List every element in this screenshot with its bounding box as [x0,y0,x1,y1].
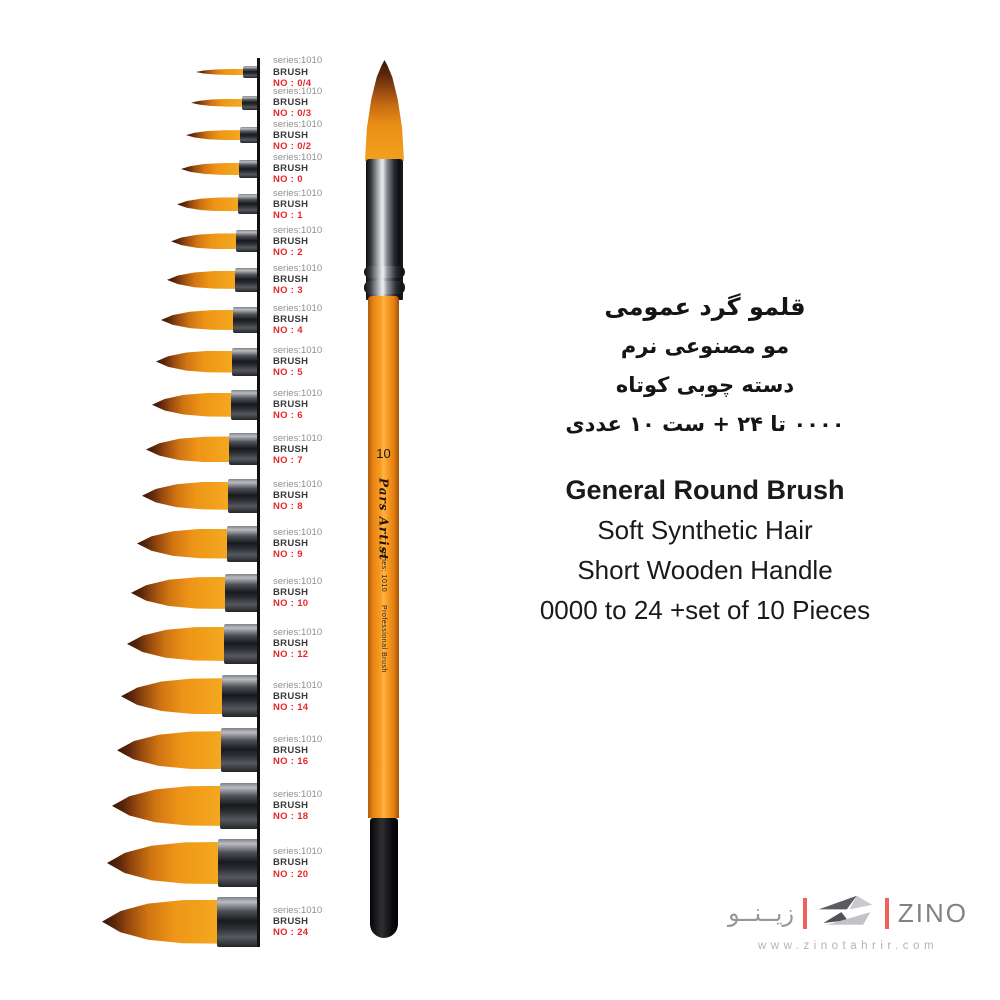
bristle [146,436,229,462]
brush-row [0,472,360,519]
brush-photo [0,574,260,612]
brush-row [0,568,360,618]
brush-label-type: BRUSH [273,800,309,812]
brush-photo [0,127,260,143]
handle-type-label: Professional Brush [380,604,387,673]
brush-label-series: series:1010 [273,388,323,400]
ferrule [220,783,260,829]
bristle [137,529,227,559]
logo-red-bar [885,898,889,929]
description-fa-line: ۰۰۰۰ تا ۲۴ + ست ۱۰ عددی [565,412,845,436]
ferrule [227,526,260,562]
brush-label-type: BRUSH [273,857,309,869]
ferrule [224,624,260,664]
brush-label-series: series:1010 [273,846,323,858]
brush-label-no: NO : 4 [273,325,303,337]
brush-label [273,345,322,378]
bristle [196,69,243,75]
brush-label-no: NO : 5 [273,367,303,379]
brush-label [273,55,322,88]
ferrule [228,479,260,513]
description-en-line: Short Wooden Handle [577,555,833,585]
brush-label-series: series:1010 [273,187,323,199]
brush-row [0,300,360,341]
bristle [171,233,236,249]
brush-label-type: BRUSH [273,690,309,702]
brush-row [0,87,360,119]
main-brush-handle-tip [370,818,398,938]
ferrule [221,728,260,772]
brush-label [273,86,322,119]
description-fa-line: دسته چوبی کوتاه [615,373,795,397]
bristle [152,393,231,417]
brush-label [273,627,322,660]
bristle [156,351,232,373]
ferrule [225,574,260,612]
brush-label-no: NO : 0 [273,174,303,186]
website-url: www.zinotahrir.com [757,940,939,952]
brush-label-no: NO : 1 [273,209,303,221]
brush-label [273,433,322,466]
brush-label [273,388,322,421]
brush-row [0,427,360,473]
brush-label-series: series:1010 [273,263,323,275]
brush-label-type: BRUSH [273,66,309,78]
ferrule [217,897,260,947]
brush-row [0,186,360,222]
brush-label-series: series:1010 [273,527,323,538]
logo-red-bar [803,898,807,929]
brush-photo [0,194,260,214]
ferrule [222,675,260,717]
brush-label-series: series:1010 [273,479,323,491]
brush-label-no: NO : 9 [273,549,303,561]
brush-photo [0,96,260,110]
brush-label [273,789,322,822]
brush-label-type: BRUSH [273,129,309,141]
description-en-title: General Round Brush [565,475,845,505]
brush-photo [0,66,260,78]
brush-label-type: BRUSH [273,638,309,650]
brush-row [0,834,360,892]
ferrule [233,307,260,333]
brush-label-type: BRUSH [273,744,309,756]
description-en-line: Soft Synthetic Hair [597,515,813,545]
brush-label-type: BRUSH [273,314,309,326]
brush-label-type: BRUSH [273,490,309,502]
brush-label-no: NO : 0/3 [273,108,312,120]
brush-label-series: series:1010 [273,345,323,357]
brush-row [0,670,360,723]
description-en-line: 0000 to 24 +set of 10 Pieces [539,595,871,625]
brush-photo [0,783,260,829]
brush-label-no: NO : 24 [273,927,309,939]
brush-label-series: series:1010 [273,627,323,639]
ferrule [231,390,260,420]
bristle [112,786,220,826]
brush-label-type: BRUSH [273,198,309,210]
brush-label [273,152,322,185]
brush-label-no: NO : 7 [273,454,303,466]
brush-label-type: BRUSH [273,163,309,175]
bristle [186,130,240,140]
brush-row [0,260,360,299]
brush-label-series: series:1010 [273,733,323,745]
brush-label-no: NO : 10 [273,598,309,610]
handle-series-text [380,548,387,672]
brush-row [0,723,360,778]
brush-label-type: BRUSH [273,356,309,368]
ferrule-crimp-ring [364,281,405,294]
brand-name: Pars Artist [376,478,391,561]
brush-label [273,576,322,609]
brush-label [273,680,322,713]
brush-row [0,519,360,568]
brush-label [273,119,322,152]
ferrule [232,348,260,376]
brush-label-no: NO : 3 [273,285,303,297]
main-brush-handle [368,296,399,818]
main-brush-ferrule [366,159,403,300]
description-fa-line: مو مصنوعی نرم [620,334,790,358]
bristle [142,482,228,510]
brush-photo [0,390,260,420]
ferrule [229,433,260,465]
brush-label [273,527,322,560]
handle-size-number: 10 [376,446,391,461]
bristle [167,271,235,289]
brush-label-series: series:1010 [273,118,323,130]
brush-label-no: NO : 2 [273,246,303,258]
brush-label-no: NO : 0/2 [273,140,312,152]
brush-label-series: series:1010 [273,679,323,691]
zino-z-mark-icon [816,894,876,932]
bristle [191,99,242,107]
ferrule-crimp-ring [364,266,405,278]
brush-label-series: series:1010 [273,432,323,444]
brush-label [273,734,322,767]
brush-photo [0,728,260,772]
brush-photo [0,479,260,513]
bristle [117,731,221,769]
zino-name-farsi: زیــنــو [728,899,795,927]
brush-size-list [0,57,360,951]
brush-label-type: BRUSH [273,235,309,247]
bristle [177,197,238,211]
brush-photo [0,160,260,178]
brush-row [0,618,360,670]
brush-label [273,479,322,512]
brush-row [0,892,360,951]
brush-photo [0,268,260,292]
brush-label-type: BRUSH [273,443,309,455]
brush-label-series: series:1010 [273,303,323,315]
brush-label-series: series:1010 [273,576,323,588]
brush-row [0,778,360,834]
brush-label-type: BRUSH [273,538,309,550]
brush-label-type: BRUSH [273,916,309,928]
bristle [102,900,217,944]
main-brush-bristle [365,60,404,161]
brush-label-type: BRUSH [273,587,309,599]
brush-row [0,57,360,87]
brush-photo [0,624,260,664]
brush-label-no: NO : 0/4 [273,77,312,89]
brush-photo [0,526,260,562]
ferrule [218,839,260,887]
brush-photo [0,897,260,947]
vertical-divider-line [257,58,260,947]
brush-label-no: NO : 14 [273,701,309,713]
handle-series-label: series: 1010 [380,548,387,593]
bristle [107,842,218,884]
zino-logo-row [728,891,968,935]
brush-label-type: BRUSH [273,97,309,109]
bristle [121,678,222,714]
bristle [127,627,224,661]
brush-label-no: NO : 16 [273,755,309,767]
brush-label-no: NO : 12 [273,649,309,661]
brush-label-type: BRUSH [273,274,309,286]
bristle [131,577,225,609]
brush-row [0,119,360,152]
brush-label-series: series:1010 [273,224,323,236]
brush-label-no: NO : 20 [273,868,309,880]
brush-label [273,263,322,296]
brush-row [0,222,360,260]
zino-logo [728,891,968,952]
bristle [181,163,239,175]
brush-photo [0,348,260,376]
brush-label-series: series:1010 [273,789,323,801]
brush-label-type: BRUSH [273,399,309,411]
brush-photo [0,675,260,717]
brush-row [0,152,360,187]
brush-label-no: NO : 8 [273,501,303,513]
brush-label [273,188,322,221]
brush-row [0,383,360,427]
brush-label [273,225,322,258]
brush-label [273,905,322,938]
brush-label-series: series:1010 [273,905,323,917]
description-en-block [530,470,880,630]
brush-label-series: series:1010 [273,86,323,98]
brush-label [273,846,322,879]
brush-row [0,340,360,382]
zino-name-english: ZINO [897,898,968,928]
brush-photo [0,839,260,887]
description-block [530,288,880,630]
brush-label-no: NO : 6 [273,410,303,422]
brush-photo [0,230,260,252]
bristle [161,310,233,330]
brush-photo [0,307,260,333]
description-fa-title: قلمو گرد عمومی [604,293,806,321]
brush-photo [0,433,260,465]
brush-label-no: NO : 18 [273,811,309,823]
brush-label-series: series:1010 [273,152,323,164]
brush-label [273,303,322,336]
brush-label-series: series:1010 [273,55,323,67]
